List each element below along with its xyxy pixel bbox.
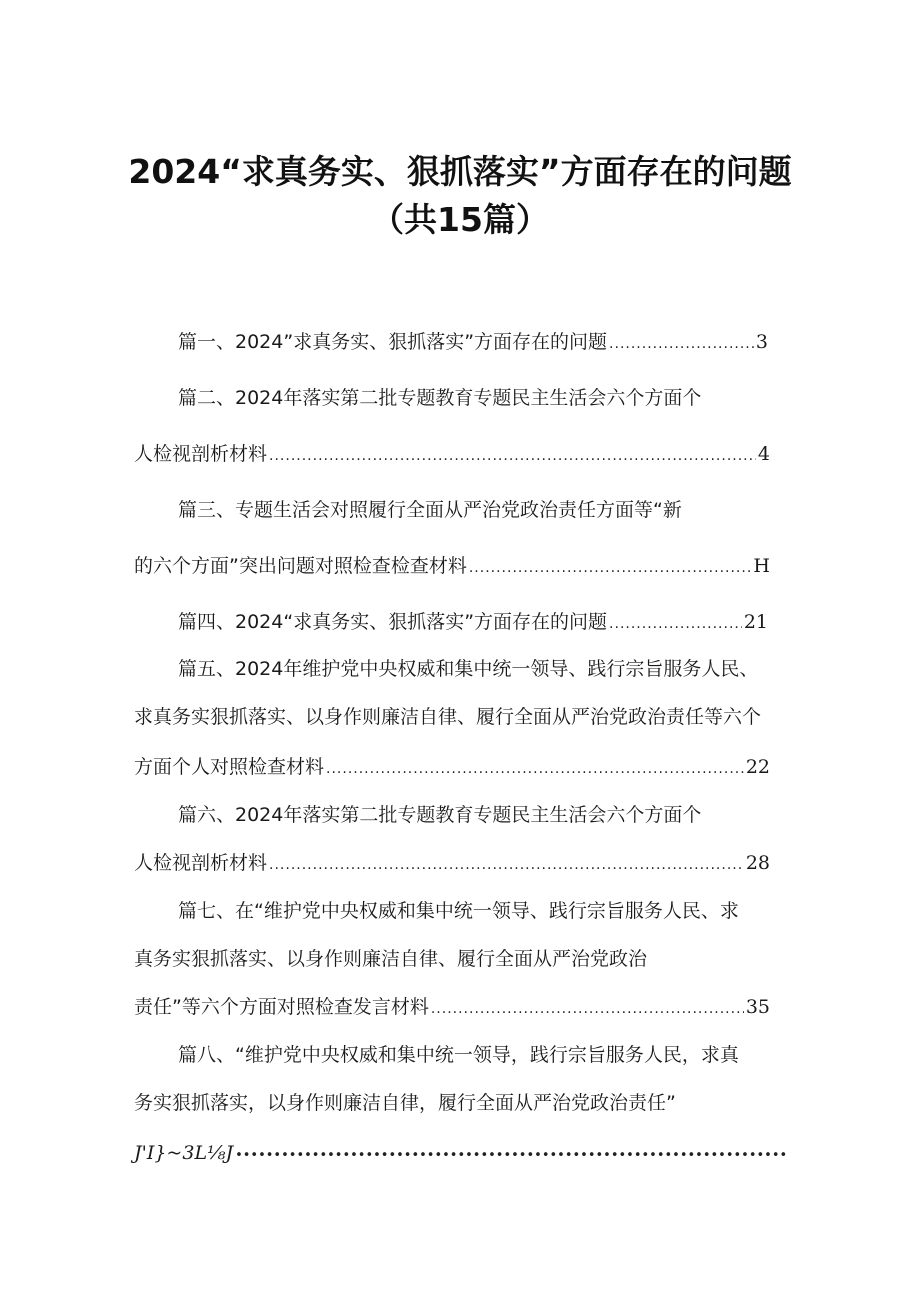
dot-leader [609,331,754,357]
toc-entry-3-text-line2: 的六个方面”突出问题对照检查检查材料 [134,555,467,577]
toc-entry-5-text-line3: 方面个人对照检查材料 [134,756,325,778]
toc-entry-8-text-line1: 篇八、“维护党中央权威和集中统一领导，践行宗旨服务人民，求真 [178,1044,739,1066]
toc-entry-4[interactable] [178,609,768,637]
toc-entry-1[interactable] [178,329,768,357]
toc-entry-7-cont2[interactable] [134,994,770,1022]
toc-entry-5-text-line1: 篇五、2024年维护党中央权威和集中统一领导、践行宗旨服务人民、 [178,658,759,680]
toc-entry-8-cont2[interactable] [134,1140,790,1169]
toc-entry-2[interactable] [178,385,790,411]
toc-entry-5-cont1[interactable] [134,704,790,730]
toc-entry-1-text: 篇一、2024”求真务实、狠抓落实”方面存在的问题 [178,331,608,353]
toc-entry-4-page: 21 [743,611,768,633]
toc-entry-2-text-line2: 人检视剖析材料 [134,443,268,465]
dot-leader [469,555,752,581]
dot-leader [609,611,742,637]
toc-entry-8-text-line3: J'I}~3L⅛J [134,1142,234,1164]
toc-entry-6-text-line1: 篇六、2024年落实第二批专题教育专题民主生活会六个方面个 [178,804,702,826]
toc-entry-2-text-line1: 篇二、2024年落实第二批专题教育专题民主生活会六个方面个 [178,387,702,409]
toc-entry-8-text-line2: 务实狠抓落实，以身作则廉洁自律，履行全面从严治党政治责任” [134,1092,676,1114]
dot-leader [431,996,744,1022]
document-title: 2024“求真务实、狠抓落实”方面存在的问题 [128,152,792,191]
toc-entry-7-page: 35 [745,996,770,1018]
toc-entry-7-text-line1: 篇七、在“维护党中央权威和集中统一领导、践行宗旨服务人民、求 [178,900,739,922]
toc-entry-2-cont[interactable] [134,441,770,469]
toc-entry-7-text-line3: 责任”等六个方面对照检查发言材料 [134,996,429,1018]
toc-entry-5-text-line2: 求真务实狠抓落实、以身作则廉洁自律、履行全面从严治党政治责任等六个 [134,706,762,728]
toc-entry-6[interactable] [178,802,790,828]
toc-entry-3-cont[interactable] [134,553,770,581]
dot-leader [269,852,744,878]
toc-entry-5-page: 22 [745,756,770,778]
toc-entry-8-cont1[interactable] [134,1090,790,1116]
toc-entry-5[interactable] [178,656,790,682]
toc-entry-6-page: 28 [745,852,770,874]
toc-entry-3-text-line1: 篇三、专题生活会对照履行全面从严治党政治责任方面等“新 [178,499,682,521]
toc-entry-1-page: 3 [755,331,768,353]
toc-entry-6-cont[interactable] [134,850,770,878]
toc-entry-6-text-line2: 人检视剖析材料 [134,852,268,874]
toc-entry-5-cont2[interactable] [134,754,770,782]
toc-entry-3[interactable] [178,497,790,523]
toc-entry-8[interactable] [178,1042,790,1068]
toc-entry-7-cont1[interactable] [134,946,790,972]
toc-entry-7[interactable] [178,898,790,924]
toc-entry-4-text: 篇四、2024“求真务实、狠抓落实”方面存在的问题 [178,611,608,633]
toc-entry-3-page: H [753,555,770,577]
toc-entry-7-text-line2: 真务实狠抓落实、以身作则廉洁自律、履行全面从严治党政治 [134,948,648,970]
document-subtitle: （共15篇） [371,200,549,239]
dot-leader [326,756,744,782]
dot-leader [269,443,756,469]
toc-entry-2-page: 4 [757,443,770,465]
bullet-leader [235,1142,788,1169]
